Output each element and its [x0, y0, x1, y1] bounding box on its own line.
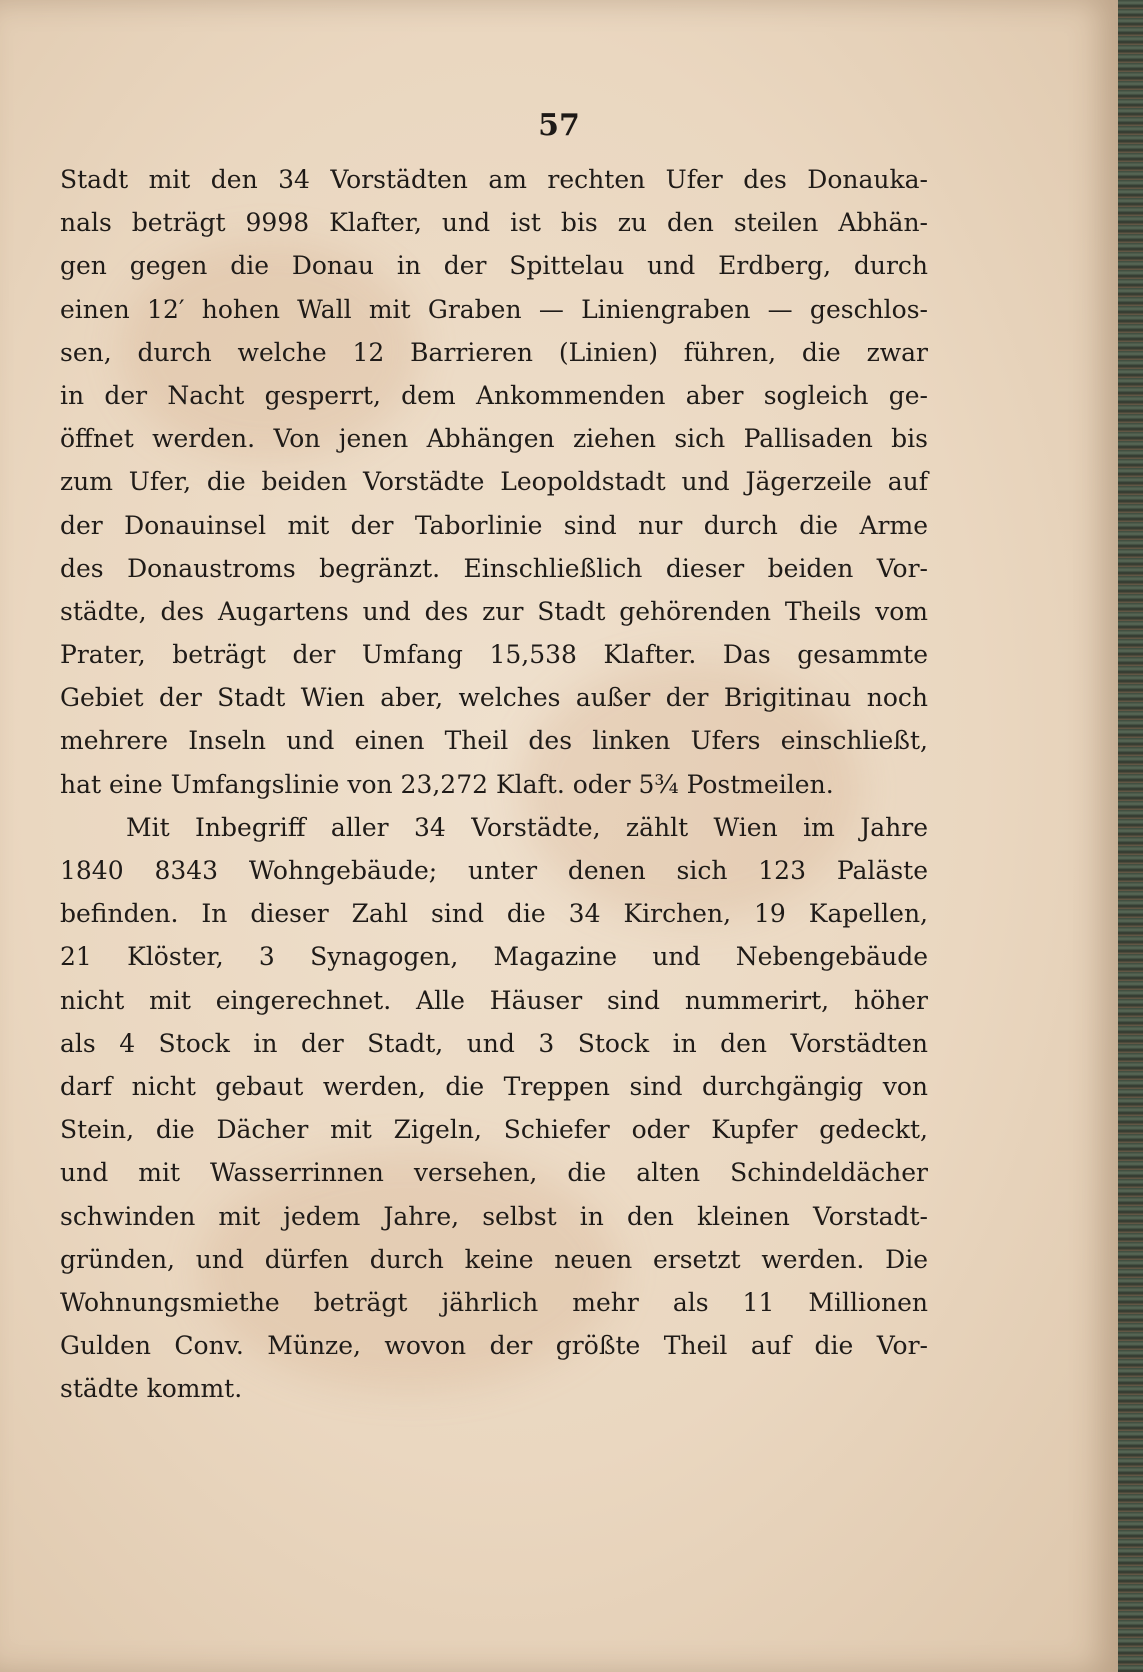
text-line: hat eine Umfangslinie von 23,272 Klaft. oder 5¾ Postmeilen. [60, 769, 834, 799]
text-line: Gebiet der Stadt Wien aber, welches außer der Brigitinau noch [60, 683, 928, 713]
text-line: des Donaustroms begränzt. Einschließlich dieser beiden Vor- [60, 553, 928, 583]
text-line: der Donauinsel mit der Taborlinie sind nur durch die Arme [60, 510, 928, 540]
text-line: mehrere Inseln und einen Theil des linken Ufers einschließt, [60, 726, 928, 756]
text-line: befinden. In dieser Zahl sind die 34 Kirchen, 19 Kapellen, [60, 899, 928, 929]
text-line: 21 Klöster, 3 Synagogen, Magazine und Nebengebäude [60, 942, 928, 972]
text-line: städte kommt. [60, 1374, 243, 1404]
text-line: Stadt mit den 34 Vorstädten am rechten Ufer des Donauka- [60, 165, 928, 194]
text-line: und mit Wasserrinnen versehen, die alten Schindeldächer [60, 1158, 928, 1188]
text-line: gründen, und dürfen durch keine neuen ersetzt werden. Die [60, 1244, 928, 1274]
text-line: Mit Inbegriff aller 34 Vorstädte, zählt Wien im Jahre [126, 812, 928, 842]
text-line: 1840 8343 Wohngebäude; unter denen sich 123 Paläste [60, 856, 928, 885]
text-line: zum Ufer, die beiden Vorstädte Leopoldstadt und Jägerzeile auf [60, 467, 928, 497]
text-line: öffnet werden. Von jenen Abhängen ziehen sich Pallisaden bis [60, 424, 928, 454]
text-line: gen gegen die Donau in der Spittelau und Erdberg, durch [60, 251, 928, 281]
text-line: Wohnungsmiethe beträgt jährlich mehr als 11 Millionen [60, 1287, 928, 1317]
body-text [60, 158, 928, 1410]
text-line: schwinden mit jedem Jahre, selbst in den kleinen Vorstadt- [60, 1201, 928, 1231]
text-line: Stein, die Dächer mit Zigeln, Schiefer oder Kupfer gedeckt, [60, 1115, 928, 1145]
text-line: Gulden Conv. Münze, wovon der größte Theil auf die Vor- [60, 1331, 928, 1361]
text-line: städte, des Augartens und des zur Stadt gehörenden Theils vom [60, 596, 928, 626]
text-line: in der Nacht gesperrt, dem Ankommenden aber sogleich ge- [60, 380, 928, 410]
book-edge [1118, 0, 1143, 1672]
text-line: nals beträgt 9998 Klafter, und ist bis zu den steilen Abhän- [60, 208, 928, 238]
text-line: einen 12′ hohen Wall mit Graben — Liniengraben — geschlos- [60, 294, 928, 324]
text-line: Prater, beträgt der Umfang 15,538 Klafter. Das gesammte [60, 640, 928, 670]
text-line: nicht mit eingerechnet. Alle Häuser sind nummerirt, höher [60, 985, 928, 1015]
text-line: als 4 Stock in der Stadt, und 3 Stock in den Vorstädten [60, 1028, 928, 1058]
text-line: sen, durch welche 12 Barrieren (Linien) führen, die zwar [60, 337, 928, 367]
text-line: darf nicht gebaut werden, die Treppen sind durchgängig von [60, 1071, 928, 1101]
page-number: 57 [538, 108, 580, 143]
